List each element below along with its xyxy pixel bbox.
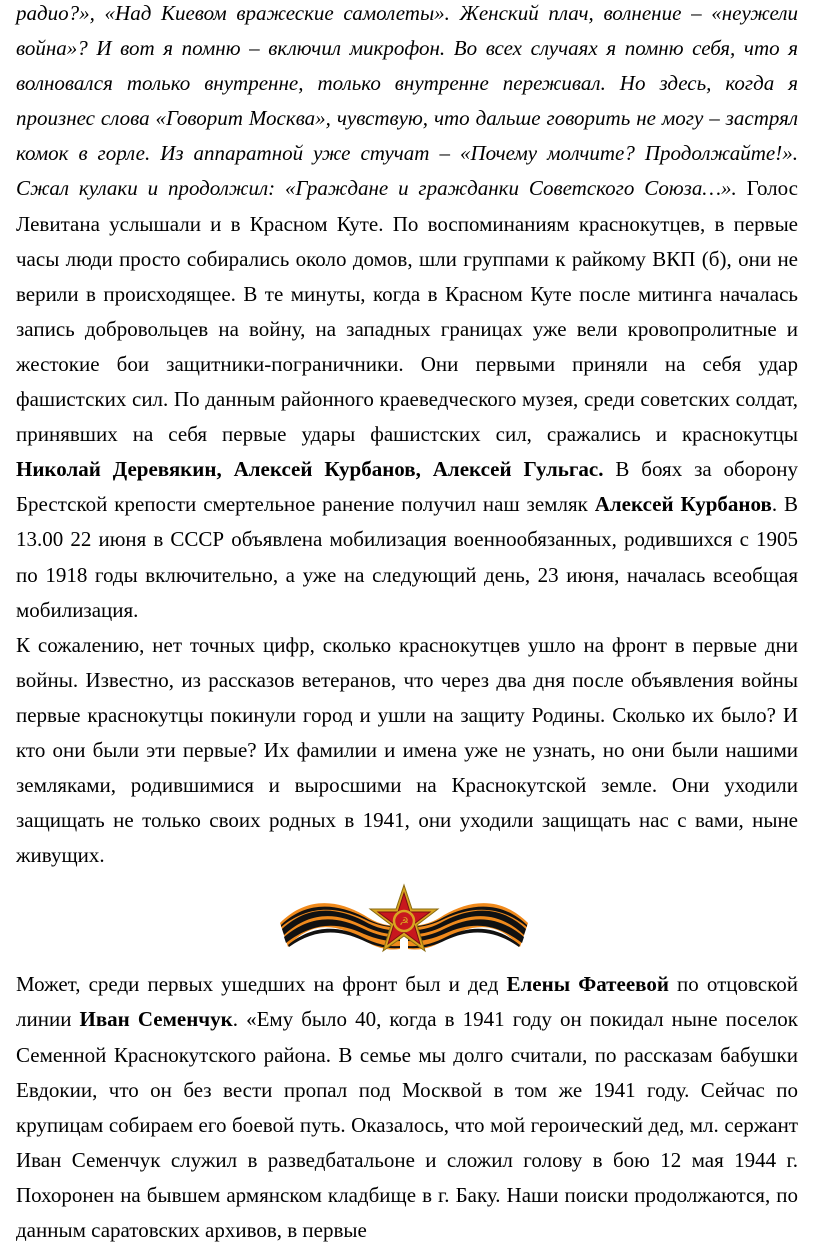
paragraph-text: К сожалению, нет точных цифр, сколько краснокутцев ушло на фронт в первые дни войны. Известно, из рассказов ветеранов, что через два дня после объявления войны первые краснокутцы покинули город и ушли на защиту Родины. Сколько их было? И кто они были эти первые? Их фамилии и имена уже не узнать, но они были нашими земляками, родившимися и выросшими на Краснокутской земле. Они уходили защищать не только своих родных в 1941, они уходили защищать нас с вами, ныне живущих.	[16, 632, 798, 868]
paragraph-levitan-broadcast	[16, 0, 798, 628]
paragraph-text: Может, среди первых ушедших на фронт был и дед	[16, 972, 507, 997]
bold-names-defenders: Николай Деревякин, Алексей Курбанов, Алексей Гульгас.	[16, 457, 604, 482]
emblem-container	[16, 873, 798, 967]
paragraph-text: . «Ему было 40, когда в 1941 году он покидал ныне поселок Семенной Краснокутского района. В семье мы долго считали, по рассказам бабушки Евдокии, что он без вести пропал под Москвой в том же 1941 году. Сейчас по крупицам собираем его боевой путь. Оказалось, что мой героический дед, мл. сержант Иван Семенчук служил в разведбатальоне и сложил голову в бою 12 мая 1944 г. Похоронен на бывшем армянском кладбище в г. Баку. Наши поиски продолжаются, по данным саратовских архивов, в первые	[16, 1007, 798, 1242]
svg-text:☭: ☭	[399, 915, 409, 929]
bold-name-kurbanov: Алексей Курбанов	[594, 492, 772, 517]
st-george-ribbon-order-icon	[276, 879, 532, 963]
paragraph-text: по отцовской линии	[16, 972, 798, 1032]
levitan-quote: радио?», «Над Киевом вражеские самолеты». Женский плач, волнение – «неужели война»? И вот я помню – включил микрофон. Во всех случаях я помню себя, что я волновался только внутренне, только внутренне переживал. Но здесь, когда я произнес слова «Говорит Москва», чувствую, что дальше говорить не могу – застрял комок в горле. Из аппаратной уже стучат – «Почему молчите? Продолжайте!». Сжал кулаки и продолжил: «Граждане и гражданки Советского Союза…».	[16, 1, 798, 201]
paragraph-ivan-semenchuk	[16, 967, 798, 1248]
paragraph-text: . В 13.00 22 июня в СССР объявлена мобилизация военнообязанных, родившихся с 1905 по 1918 годы включительно, а уже на следующий день, 23 июня, началась всеобщая мобилизация.	[16, 492, 798, 622]
paragraph-text: В боях за оборону Брестской крепости смертельное ранение получил наш земляк	[16, 457, 798, 517]
paragraph-text: Голос Левитана услышали и в Красном Куте. По воспоминаниям краснокутцев, в первые часы люди просто собирались около домов, шли группами к райкому ВКП (б), они не верили в происходящее. В те минуты, когда в Красном Куте после митинга началась запись добровольцев на войну, на западных границах уже вели кровопролитные и жестокие бои защитники-пограничники. Они первыми приняли на себя удар фашистских сил. По данным районного краеведческого музея, среди советских солдат, принявших на себя первые удары фашистских сил, сражались и краснокутцы	[16, 176, 798, 447]
bold-name-semenchuk: Иван Семенчук	[79, 1007, 233, 1032]
paragraph-first-volunteers	[16, 628, 798, 874]
bold-name-fateeva: Елены Фатеевой	[506, 972, 669, 997]
document-page	[16, 0, 798, 1248]
